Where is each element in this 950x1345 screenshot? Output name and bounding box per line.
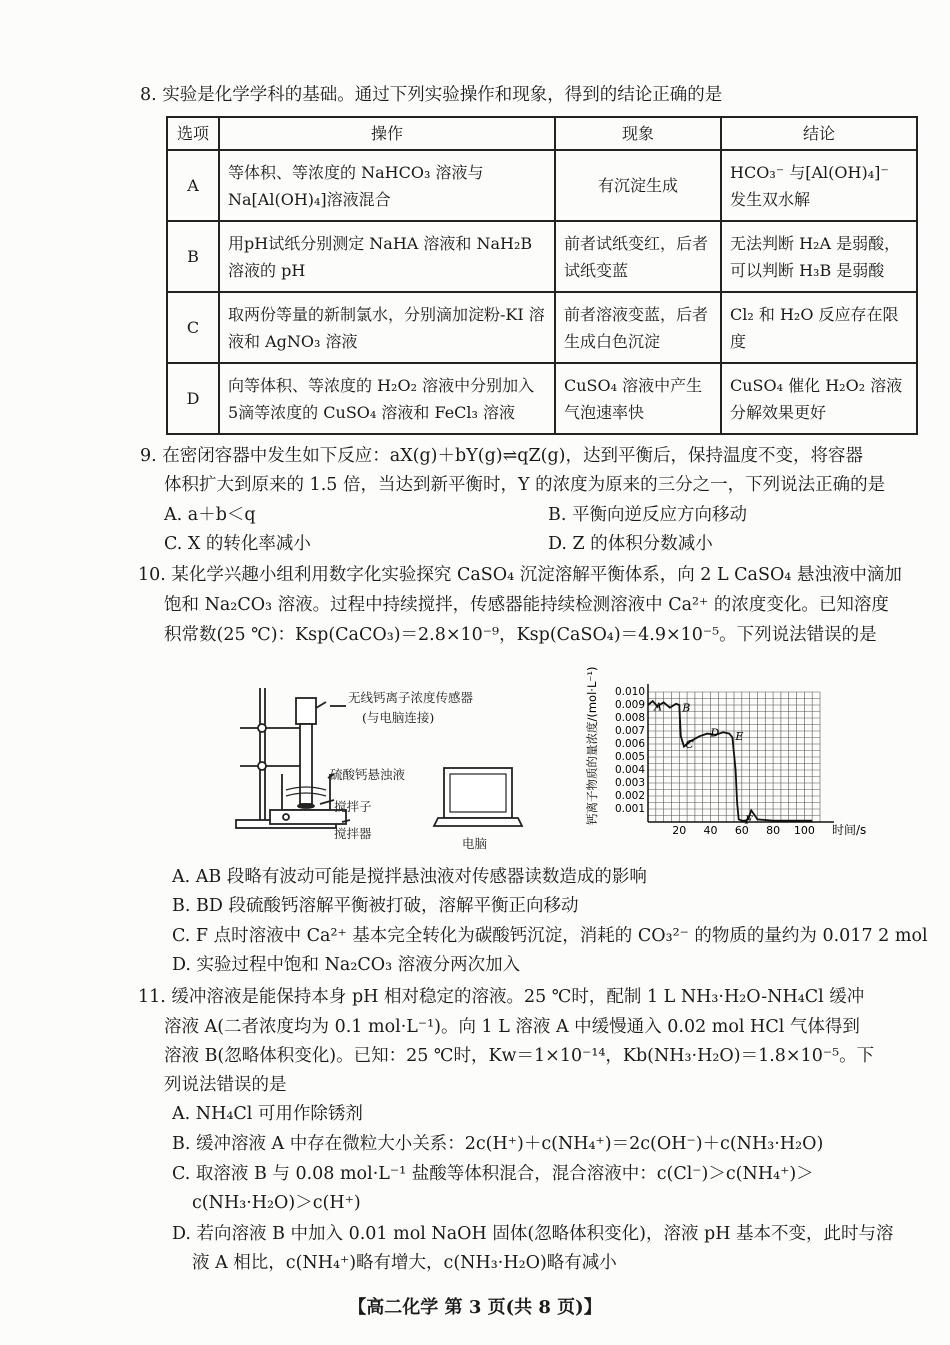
q11-option-d-1: D. 若向溶液 B 中加入 0.01 mol NaOH 固体(忽略体积变化)，溶液 pH 基本不变，此时与溶 <box>172 1224 894 1244</box>
stir-bar-label: 搅拌子 <box>334 799 372 814</box>
y-axis-label: 钙离子物质的量浓度/(mol·L⁻¹) <box>585 666 599 825</box>
sensor-label-2: (与电脑连接) <box>362 710 435 725</box>
stir-bar <box>298 804 314 808</box>
suspension-label: 硫酸钙悬浊液 <box>330 767 406 782</box>
q11-option-a: A. NH₄Cl 可用作除锈剂 <box>172 1104 363 1124</box>
table-row <box>167 292 917 363</box>
y-tick-label: 0.003 <box>614 777 645 789</box>
calcium-concentration-chart <box>580 666 867 852</box>
q10-option-d: D. 实验过程中饱和 Na₂CO₃ 溶液分两次加入 <box>172 955 521 975</box>
row-conclusion: Cl₂ 和 H₂O 反应存在限度 <box>721 292 917 363</box>
q10-line1: 10. 某化学兴趣小组利用数字化实验探究 CaSO₄ 沉淀溶解平衡体系，向 2 L CaSO₄ 悬浊液中滴加 <box>138 565 902 585</box>
row-phenomenon: 前者试纸变红，后者试纸变蓝 <box>555 221 721 292</box>
row-phenomenon: 前者溶液变蓝，后者生成白色沉淀 <box>555 292 721 363</box>
table-row <box>167 363 917 434</box>
stirrer-label: 搅拌器 <box>334 826 372 841</box>
point-label-D: D <box>710 726 720 740</box>
x-tick-label: 40 <box>703 824 718 837</box>
header-option: 选项 <box>167 117 219 150</box>
point-label-F: F <box>744 813 753 827</box>
y-tick-label: 0.006 <box>614 738 645 750</box>
point-label-E: E <box>735 730 744 744</box>
q11-line2: 溶液 A(二者浓度均为 0.1 mol·L⁻¹)。向 1 L 溶液 A 中缓慢通入 0.02 mol HCl 气体得到 <box>164 1017 860 1037</box>
table-row <box>167 221 917 292</box>
q11-line4: 列说法错误的是 <box>164 1075 287 1095</box>
q11-option-b: B. 缓冲溶液 A 中存在微粒大小关系：2c(H⁺)＋c(NH₄⁺)＝2c(OH⁻)＋c(NH₃·H₂O) <box>172 1134 824 1154</box>
q9-line2: 体积扩大到原来的 1.5 倍，当达到新平衡时，Y 的浓度为原来的三分之一，下列说法正确的是 <box>164 475 886 495</box>
y-tick-label: 0.004 <box>614 764 645 776</box>
point-label-B: B <box>682 701 691 715</box>
q11-line3: 溶液 B(忽略体积变化)。已知：25 ℃时，Kw＝1×10⁻¹⁴，Kb(NH₃·H₂O)＝1.8×10⁻⁵。下 <box>164 1046 875 1066</box>
y-tick-label: 0.005 <box>614 751 645 763</box>
q11-line1: 11. 缓冲溶液是能保持本身 pH 相对稳定的溶液。25 ℃时，配制 1 L NH₃·H₂O-NH₄Cl 缓冲 <box>138 987 865 1007</box>
header-phenomenon: 现象 <box>555 117 721 150</box>
y-tick-label: 0.009 <box>614 699 645 711</box>
table-row <box>167 150 917 221</box>
x-axis-label: 时间/s <box>832 823 867 837</box>
row-option: C <box>167 292 219 363</box>
q8-title: 8. 实验是化学学科的基础。通过下列实验操作和现象，得到的结论正确的是 <box>140 85 723 105</box>
row-option: B <box>167 221 219 292</box>
row-conclusion: HCO₃⁻ 与[Al(OH)₄]⁻ 发生双水解 <box>721 150 917 221</box>
q9-option-b: B. 平衡向逆反应方向移动 <box>548 505 747 525</box>
q11-option-c-1: C. 取溶液 B 与 0.08 mol·L⁻¹ 盐酸等体积混合，混合溶液中：c(Cl⁻)＞c(NH₄⁺)＞ <box>172 1164 814 1184</box>
computer-keyboard <box>434 818 522 826</box>
x-tick-label: 100 <box>793 824 815 837</box>
y-tick-label: 0.007 <box>614 725 645 737</box>
header-operation: 操作 <box>219 117 555 150</box>
y-tick-label: 0.001 <box>614 803 645 815</box>
row-option: D <box>167 363 219 434</box>
row-conclusion: 无法判断 H₂A 是弱酸，可以判断 H₃B 是弱酸 <box>721 221 917 292</box>
table-header-row <box>167 117 917 150</box>
row-operation: 向等体积、等浓度的 H₂O₂ 溶液中分别加入 5滴等浓度的 CuSO₄ 溶液和 FeCl₃ 溶液 <box>219 363 555 434</box>
sensor-label: 无线钙离子浓度传感器 <box>348 690 474 705</box>
q9-option-d: D. Z 的体积分数减小 <box>548 534 713 554</box>
q11-option-c-2: c(NH₃·H₂O)＞c(H⁺) <box>192 1193 361 1213</box>
q10-line3: 积常数(25 ℃)：Ksp(CaCO₃)＝2.8×10⁻⁹，Ksp(CaSO₄)＝4.9×10⁻⁵。下列说法错误的是 <box>164 625 877 645</box>
row-phenomenon: CuSO₄ 溶液中产生气泡速率快 <box>555 363 721 434</box>
row-operation: 用pH试纸分别测定 NaHA 溶液和 NaH₂B 溶液的 pH <box>219 221 555 292</box>
row-option: A <box>167 150 219 221</box>
q10-option-b: B. BD 段硫酸钙溶解平衡被打破，溶解平衡正向移动 <box>172 896 579 916</box>
q9-option-c: C. X 的转化率减小 <box>164 534 311 554</box>
x-tick-label: 80 <box>766 824 781 837</box>
row-conclusion: CuSO₄ 催化 H₂O₂ 溶液分解效果更好 <box>721 363 917 434</box>
point-label-C: C <box>685 738 694 751</box>
y-tick-label: 0.002 <box>614 790 645 802</box>
y-tick-label: 0.010 <box>614 686 645 698</box>
sensor-head <box>296 698 316 724</box>
q11-option-d-2: 液 A 相比，c(NH₄⁺)略有增大，c(NH₃·H₂O)略有减小 <box>192 1253 617 1273</box>
q8-table <box>166 116 918 435</box>
row-phenomenon: 有沉淀生成 <box>555 150 721 221</box>
q9-line1: 9. 在密闭容器中发生如下反应：aX(g)＋bY(g)⇌qZ(g)，达到平衡后，保持温度不变，将容器 <box>140 446 864 466</box>
header-conclusion: 结论 <box>721 117 917 150</box>
point-label-A: A <box>654 700 663 714</box>
q10-line2: 饱和 Na₂CO₃ 溶液。过程中持续搅拌，传感器能持续检测溶液中 Ca²⁺ 的浓度变化。已知溶度 <box>164 595 889 615</box>
q9-option-a: A. a＋b＜q <box>164 505 256 525</box>
q10-option-c: C. F 点时溶液中 Ca²⁺ 基本完全转化为碳酸钙沉淀，消耗的 CO₃²⁻ 的物质的量约为 0.017 2 mol <box>172 926 928 946</box>
y-tick-label: 0.008 <box>614 712 645 724</box>
computer-label: 电脑 <box>462 836 488 851</box>
row-operation: 等体积、等浓度的 NaHCO₃ 溶液与 Na[Al(OH)₄]溶液混合 <box>219 150 555 221</box>
row-operation: 取两份等量的新制氯水，分别滴加淀粉-KI 溶液和 AgNO₃ 溶液 <box>219 292 555 363</box>
x-tick-label: 20 <box>672 824 687 837</box>
q10-option-a: A. AB 段略有波动可能是搅拌悬浊液对传感器读数造成的影响 <box>172 867 647 887</box>
x-tick-label: 60 <box>734 824 749 837</box>
sensor-probe <box>300 724 312 804</box>
page-footer: 【高二化学 第 3 页(共 8 页)】 <box>348 1297 602 1318</box>
